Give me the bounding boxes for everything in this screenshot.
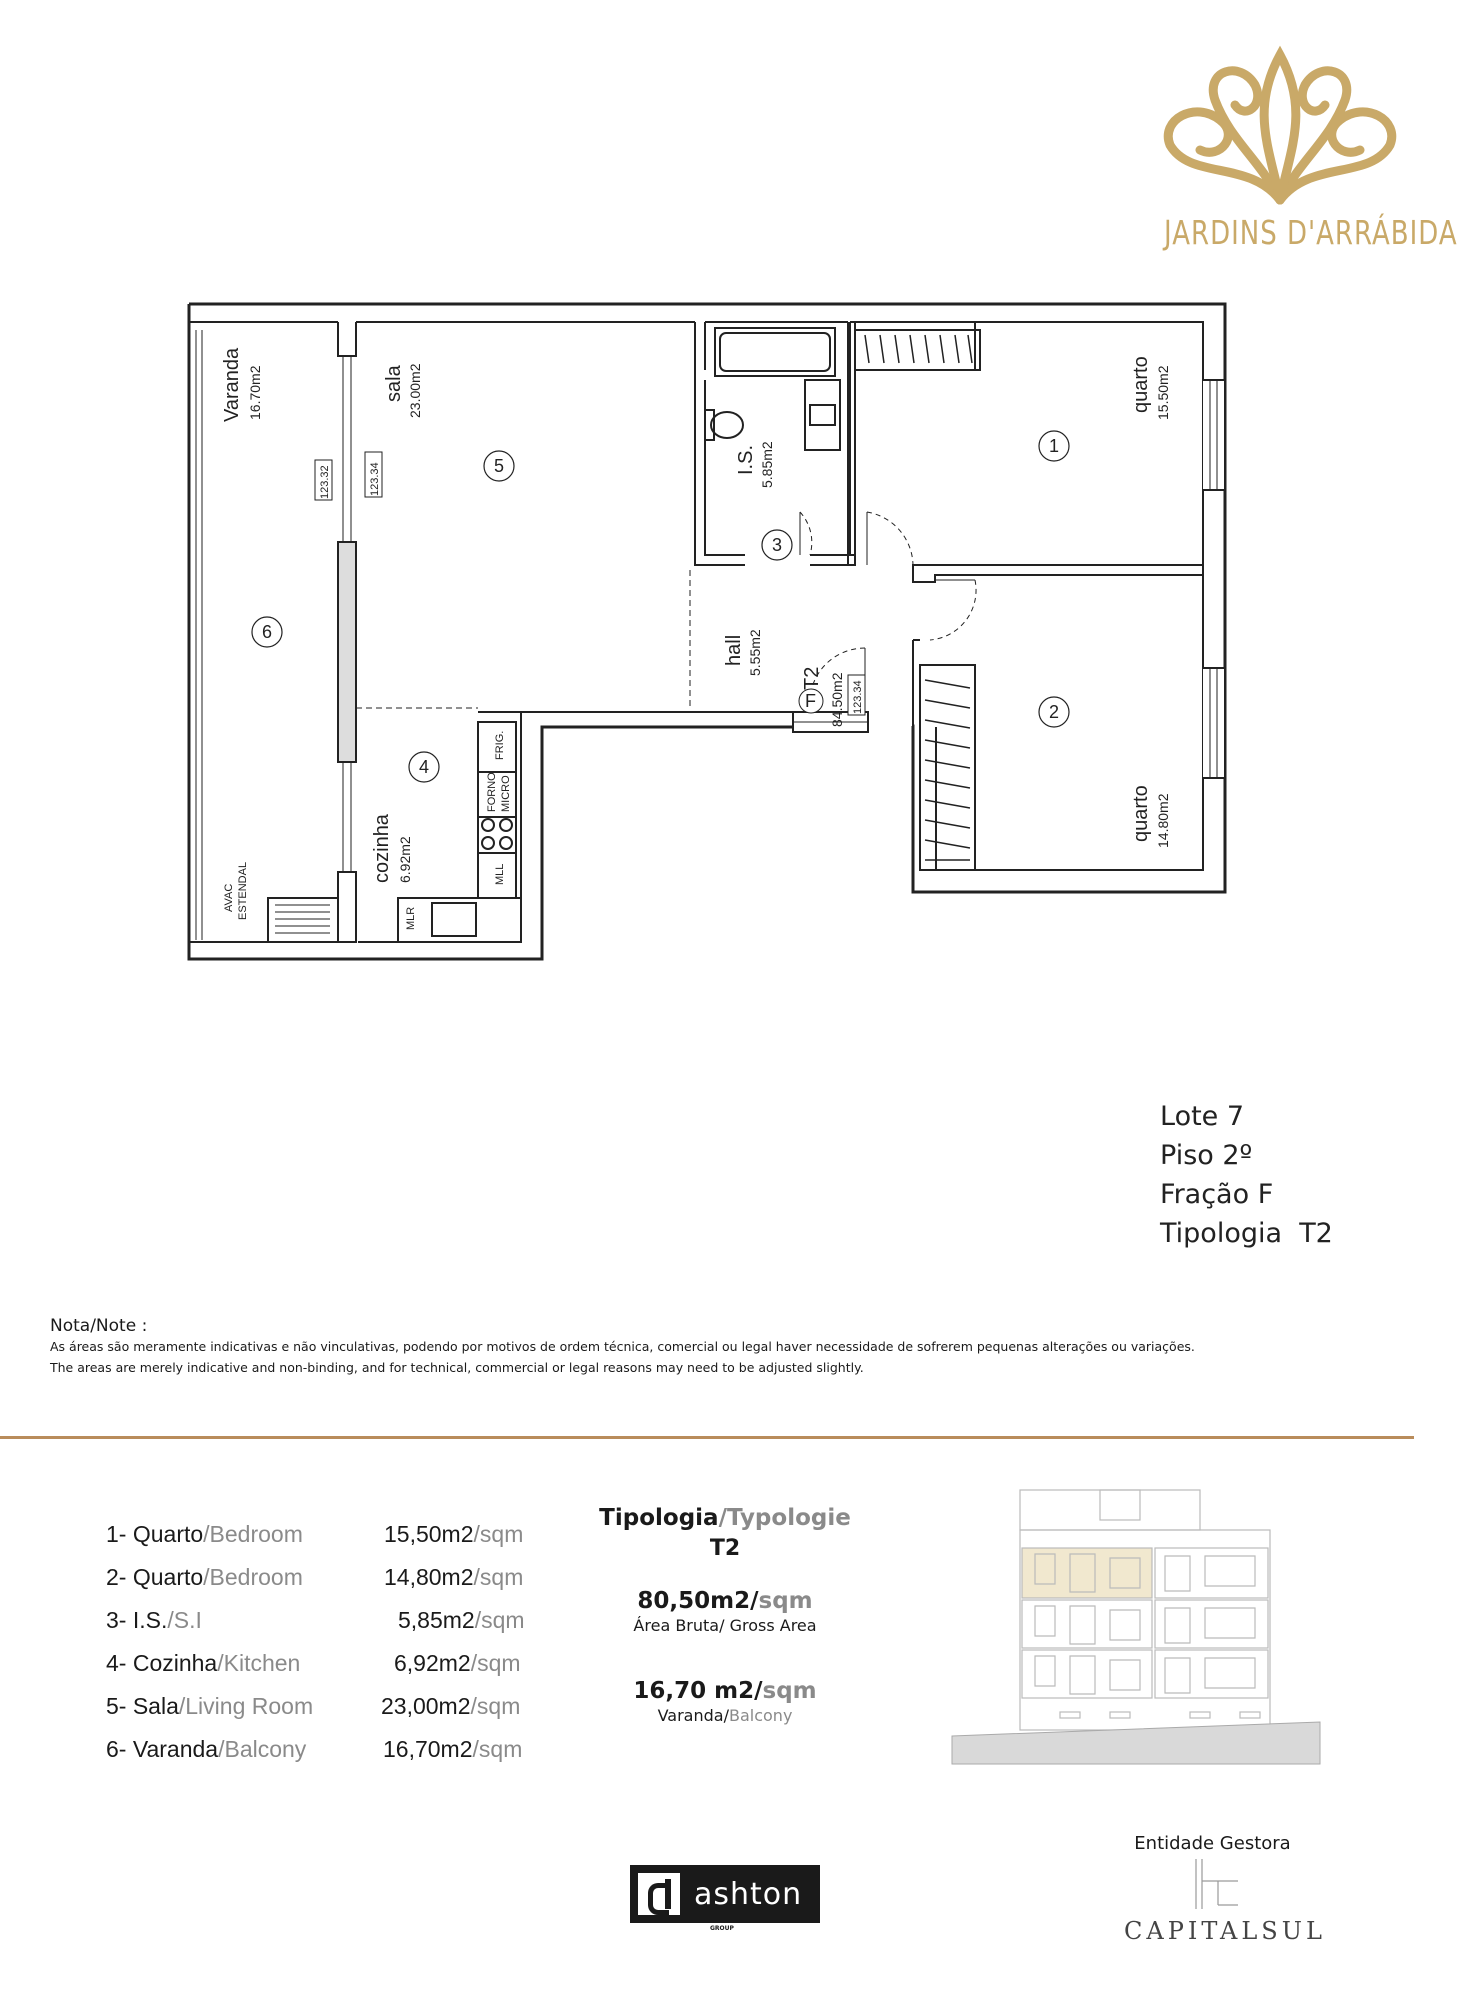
room-area: 15,50m2: [384, 1521, 474, 1547]
ashton-mark-icon: [638, 1873, 680, 1915]
section-divider: [0, 1436, 1414, 1439]
unit-typology: Tipologia T2: [1160, 1218, 1333, 1249]
rooms-table: [106, 1513, 546, 1771]
room-area: 5,85m2: [398, 1607, 475, 1633]
room-number-4: 4: [419, 757, 430, 777]
mlr-label: MLR: [405, 906, 417, 930]
room-name: 4- Cozinha: [106, 1650, 218, 1676]
manager-block: [1120, 1833, 1380, 1945]
sala-area: 23.00m2: [407, 363, 423, 418]
room-name: 1- Quarto: [106, 1521, 204, 1547]
forno-label: FORNO: [486, 772, 498, 812]
room-name: 6- Varanda: [106, 1736, 219, 1762]
floor-plan: [0, 0, 1414, 1000]
micro-label: MICRO: [500, 775, 512, 812]
room-name-en: /Balcony: [218, 1736, 307, 1762]
ashton-name: ashton: [694, 1876, 803, 1912]
floor-number: Piso 2º: [1160, 1140, 1253, 1171]
room-area: 23,00m2: [381, 1693, 471, 1719]
table-row: [106, 1513, 546, 1556]
quarto2-label: quarto: [1130, 785, 1152, 842]
table-row: [106, 1556, 546, 1599]
room-area-unit: /sqm: [474, 1607, 525, 1633]
level-tag-2: 123.34: [369, 462, 381, 496]
note-title: Nota/Note :: [50, 1316, 148, 1336]
capitalsul-mark-icon: [1188, 1859, 1248, 1909]
room-area-unit: /sqm: [472, 1736, 523, 1762]
balcony-area-unit: sqm: [762, 1678, 817, 1704]
typology-value: T2: [709, 1536, 741, 1561]
brand-name: JARDINS D'ARRÁBIDA: [1164, 215, 1458, 253]
room-number-3: 3: [772, 535, 783, 555]
room-area-unit: /sqm: [473, 1521, 524, 1547]
note-en: The areas are merely indicative and non-binding, and for technical, commercial or legal reasons may need to be adjusted slightly.: [50, 1360, 864, 1375]
table-row: [106, 1685, 546, 1728]
hall-label: hall: [723, 634, 745, 666]
ashton-logo: [630, 1865, 820, 1935]
level-tag-1: 123.32: [319, 465, 331, 499]
balcony-area-value: 16,70 m2/: [633, 1678, 763, 1704]
room-area: 14,80m2: [384, 1564, 474, 1590]
room-name: 3- I.S.: [106, 1607, 168, 1633]
lot-info: [1160, 1097, 1333, 1253]
balcony-label: Varanda/: [657, 1706, 729, 1725]
estendal-label: ESTENDAL: [237, 861, 249, 920]
is-label: I.S.: [735, 444, 757, 475]
quarto1-label: quarto: [1130, 356, 1152, 413]
room-area-unit: /sqm: [470, 1650, 521, 1676]
unit-type: T2: [801, 666, 823, 690]
varanda-area: 16.70m2: [247, 365, 263, 420]
room-area-unit: /sqm: [470, 1693, 521, 1719]
unit-fraction: Fração F: [1160, 1179, 1274, 1210]
frig-label: FRIG.: [494, 730, 506, 760]
room-number-2: 2: [1049, 702, 1060, 722]
room-area: 16,70m2: [383, 1736, 473, 1762]
cozinha-area: 6.92m2: [397, 836, 413, 883]
room-name-en: /Kitchen: [217, 1650, 301, 1676]
gross-area-value: 80,50m2/: [637, 1588, 759, 1614]
room-name-en: /Bedroom: [203, 1564, 303, 1590]
table-row: [106, 1642, 546, 1685]
quarto1-area: 15.50m2: [1155, 365, 1171, 420]
room-area: 6,92m2: [394, 1650, 471, 1676]
table-row: [106, 1728, 546, 1771]
unit-letter: F: [805, 691, 816, 711]
room-name-en: /Living Room: [178, 1693, 314, 1719]
varanda-label: Varanda: [221, 347, 243, 422]
room-name-en: /S.I: [167, 1607, 202, 1633]
table-row: [106, 1599, 546, 1642]
lot-number: Lote 7: [1160, 1101, 1245, 1132]
avac-label: AVAC: [223, 883, 235, 912]
hall-area: 5.55m2: [747, 629, 763, 676]
manager-label: Entidade Gestora: [1134, 1833, 1291, 1854]
note-pt: As áreas são meramente indicativas e não vinculativas, podendo por motivos de ordem técnica, comercial ou legal haver necessidade de sofrerem pequenas alterações ou variações.: [50, 1339, 1195, 1354]
unit-area: 84.50m2: [829, 672, 845, 727]
building-elevation: [950, 1486, 1340, 1766]
capitalsul-name: CAPITALSUL: [1124, 1917, 1326, 1945]
gross-area-label: Área Bruta/ Gross Area: [633, 1616, 817, 1635]
sala-label: sala: [383, 365, 405, 402]
note: [50, 1316, 1390, 1378]
room-number-6: 6: [262, 622, 273, 642]
cozinha-label: cozinha: [371, 814, 393, 883]
quarto2-area: 14.80m2: [1155, 793, 1171, 848]
is-area: 5.85m2: [759, 441, 775, 488]
room-area-unit: /sqm: [473, 1564, 524, 1590]
mll-label: MLL: [494, 863, 506, 885]
room-name-en: /Bedroom: [203, 1521, 303, 1547]
level-tag-3: 123.34: [852, 680, 864, 714]
room-number-5: 5: [494, 456, 505, 476]
room-name: 2- Quarto: [106, 1564, 204, 1590]
ashton-sub: GROUP: [710, 1925, 734, 1932]
gross-area-unit: sqm: [758, 1588, 813, 1614]
room-number-1: 1: [1049, 436, 1060, 456]
typology-heading: Tipologia: [599, 1505, 719, 1531]
typology-summary: [580, 1502, 870, 1726]
typology-heading-en: /Typologie: [718, 1505, 851, 1531]
balcony-label-en: Balcony: [728, 1706, 793, 1725]
room-name: 5- Sala: [106, 1693, 179, 1719]
